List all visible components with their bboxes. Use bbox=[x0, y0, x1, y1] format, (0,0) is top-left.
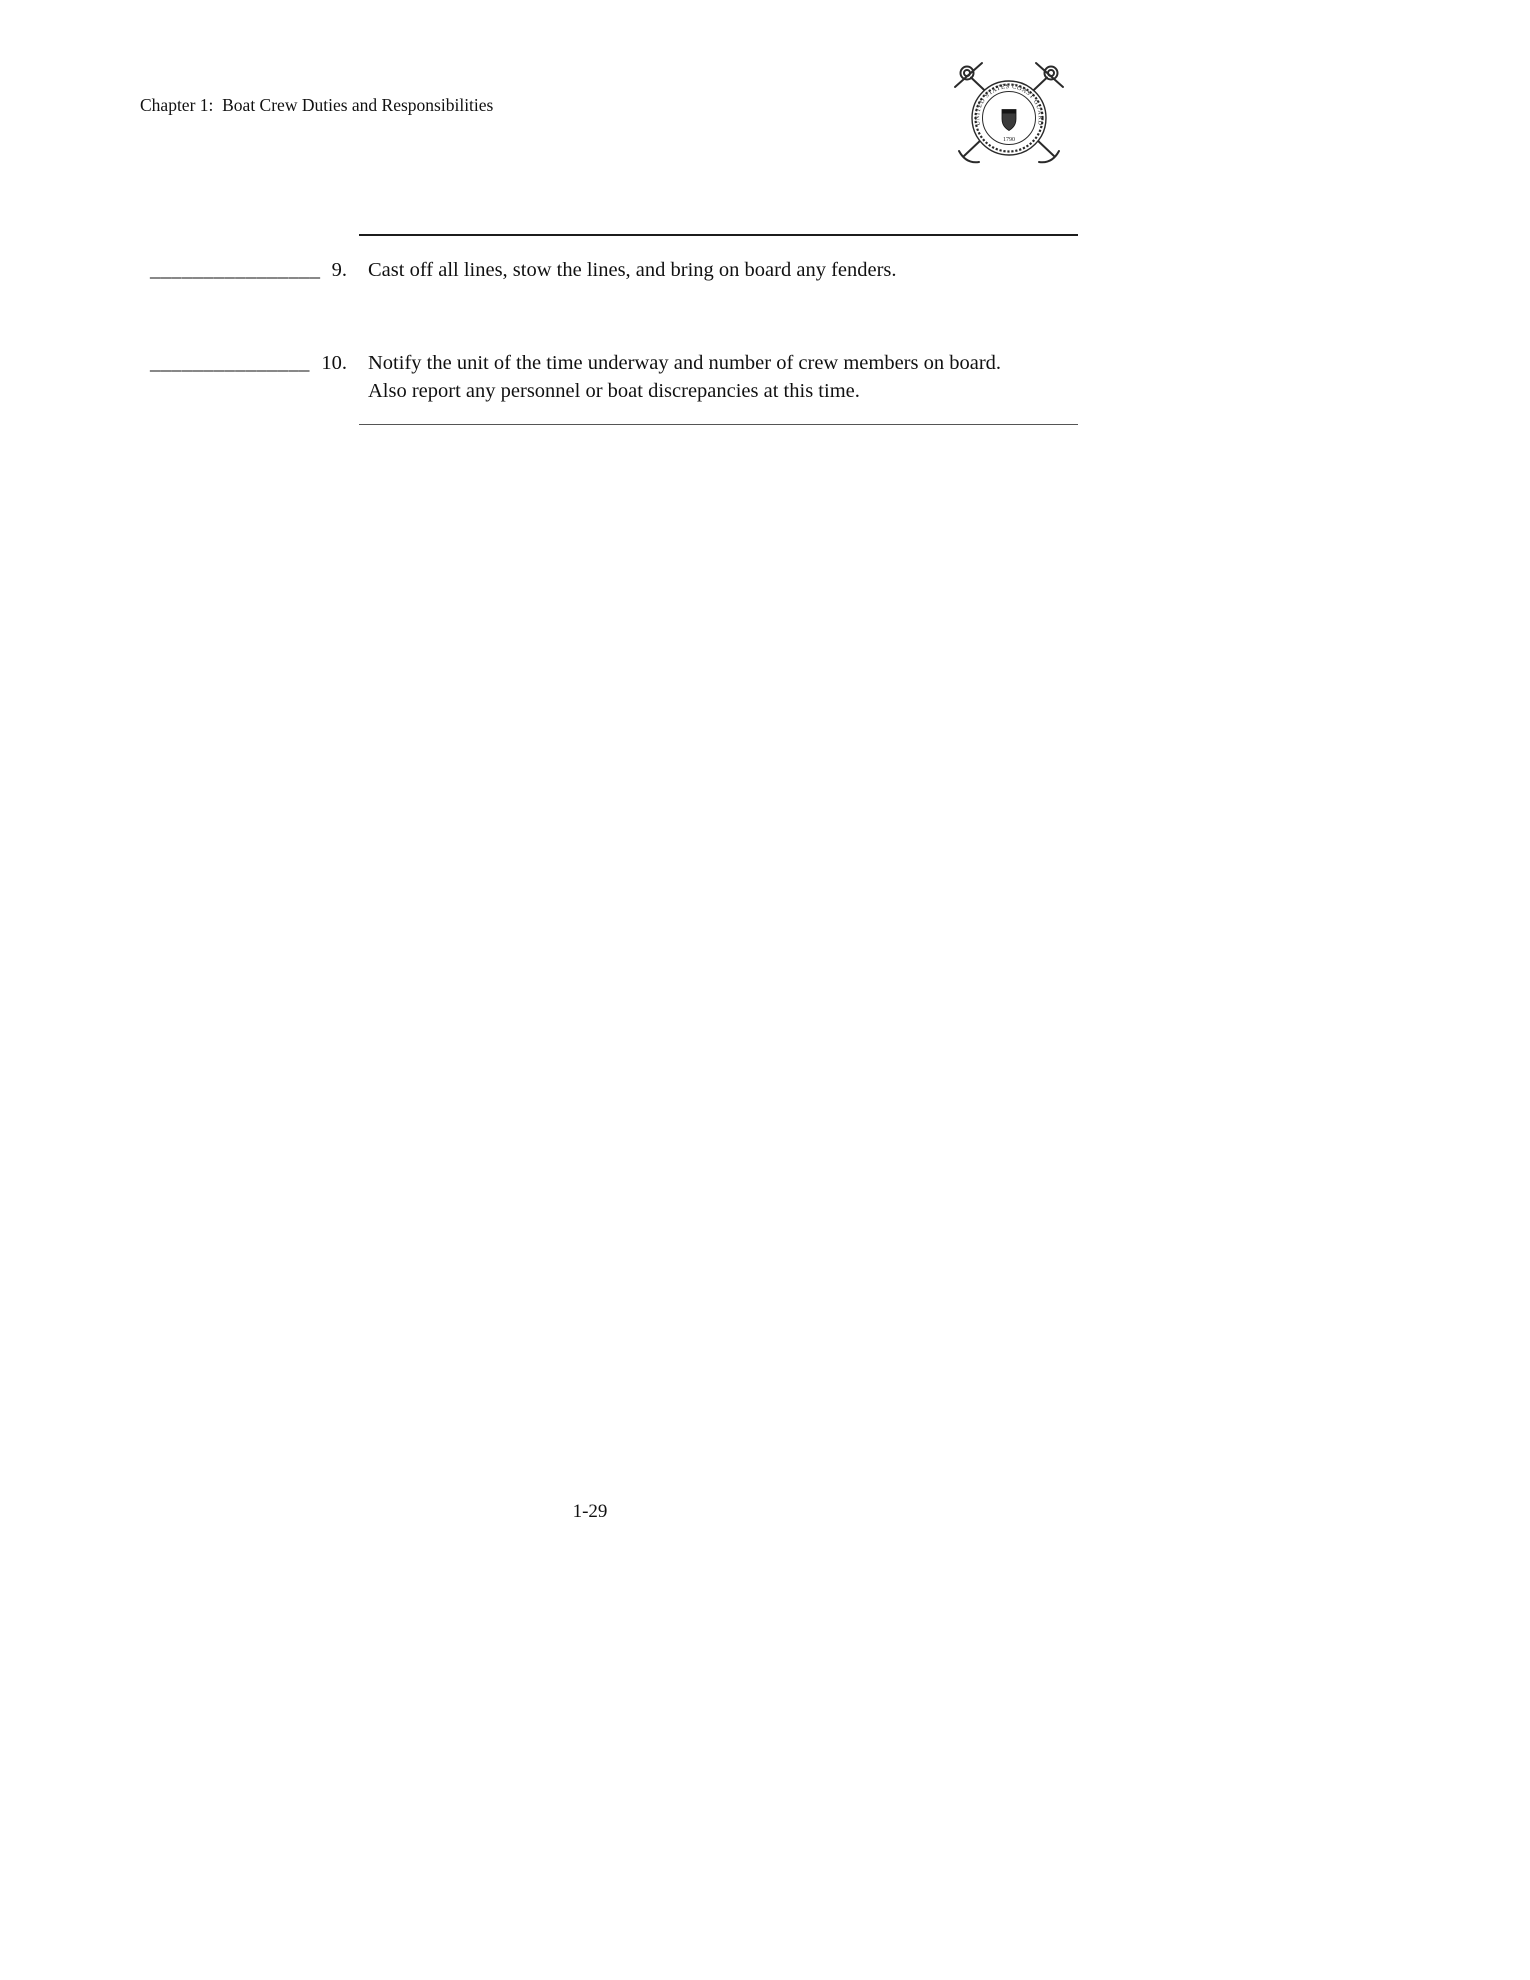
seal-ring-text: UNITED STATES COAST GUARD bbox=[974, 83, 1044, 127]
fill-in-blank: ________________ bbox=[150, 259, 321, 281]
item-text: Cast off all lines, stow the lines, and bring on board any fenders. bbox=[368, 259, 897, 281]
fill-in-blank: _______________ bbox=[150, 352, 310, 374]
item-text: Notify the unit of the time underway and number of crew members on board. Also report any personnel or boat discrepancies at this time. bbox=[368, 352, 1011, 402]
chapter-header: Chapter 1: Boat Crew Duties and Responsibilities bbox=[140, 95, 494, 115]
item-number: 10. bbox=[321, 352, 347, 374]
seal-year-text: 1790 bbox=[1003, 137, 1015, 143]
coast-guard-seal bbox=[942, 56, 1076, 176]
item-number: 9. bbox=[331, 259, 347, 281]
table-bottom-rule bbox=[359, 424, 1078, 425]
page-number: 1-29 bbox=[572, 1501, 608, 1522]
table-top-rule bbox=[359, 234, 1078, 236]
coast-guard-seal-graphic bbox=[942, 56, 1076, 176]
